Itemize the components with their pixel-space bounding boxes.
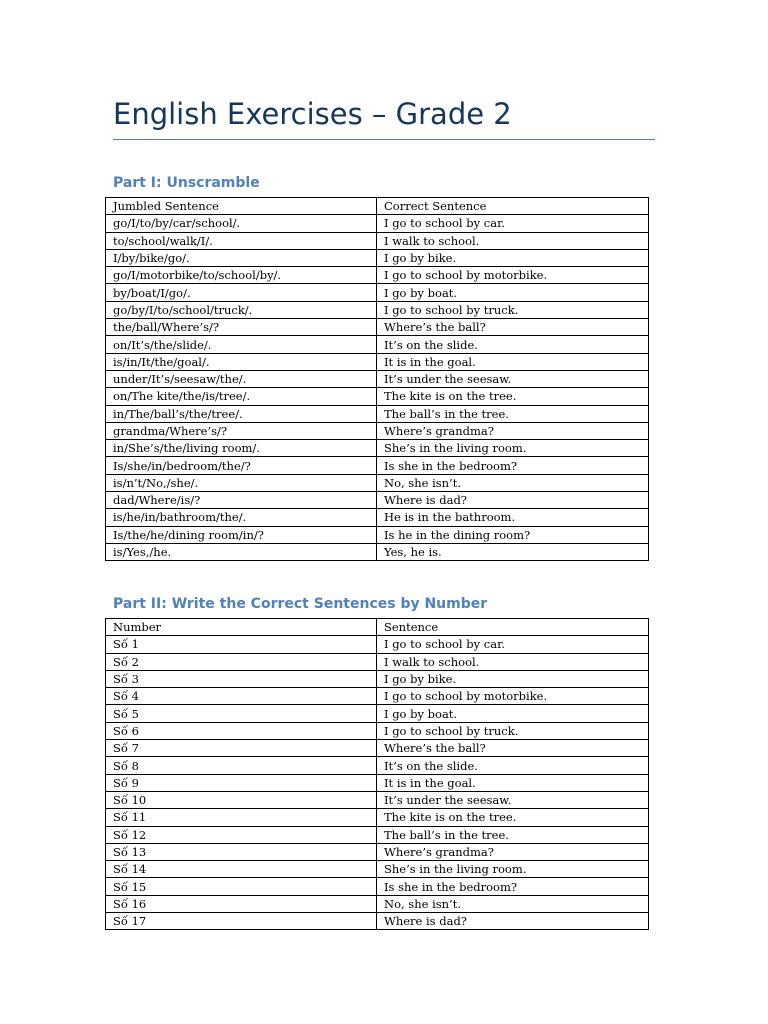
correct-sentence-cell: It’s on the slide. (377, 336, 649, 353)
table-row (106, 336, 649, 353)
jumbled-sentence-cell: go/I/motorbike/to/school/by/. (106, 267, 377, 284)
table-row (106, 509, 649, 526)
numbered-sentences-table-body (106, 619, 649, 930)
number-cell: Số 11 (106, 809, 377, 826)
number-cell: Số 17 (106, 913, 377, 930)
table-row (106, 688, 649, 705)
column-header-sentence: Sentence (377, 619, 649, 636)
sentence-cell: No, she isn’t. (377, 895, 649, 912)
table-row (106, 774, 649, 791)
sentence-cell: I go by boat. (377, 705, 649, 722)
sentence-cell: I go to school by truck. (377, 722, 649, 739)
table-row (106, 826, 649, 843)
table-row (106, 636, 649, 653)
table-row (106, 301, 649, 318)
jumbled-sentence-cell: dad/Where/is/? (106, 492, 377, 509)
jumbled-sentence-cell: Is/she/in/bedroom/the/? (106, 457, 377, 474)
correct-sentence-cell: I go by boat. (377, 284, 649, 301)
sentence-cell: I go to school by motorbike. (377, 688, 649, 705)
table-row (106, 440, 649, 457)
number-cell: Số 9 (106, 774, 377, 791)
table-row (106, 492, 649, 509)
column-header-jumbled: Jumbled Sentence (106, 198, 377, 215)
correct-sentence-cell: It is in the goal. (377, 353, 649, 370)
table-row (106, 878, 649, 895)
correct-sentence-cell: Where’s grandma? (377, 422, 649, 439)
sentence-cell: Where’s grandma? (377, 843, 649, 860)
table-row (106, 249, 649, 266)
number-cell: Số 12 (106, 826, 377, 843)
correct-sentence-cell: Where’s the ball? (377, 319, 649, 336)
correct-sentence-cell: I go to school by motorbike. (377, 267, 649, 284)
correct-sentence-cell: The ball’s in the tree. (377, 405, 649, 422)
correct-sentence-cell: No, she isn’t. (377, 474, 649, 491)
table-row (106, 232, 649, 249)
table-row (106, 895, 649, 912)
table-row (106, 319, 649, 336)
jumbled-sentence-cell: on/The kite/the/is/tree/. (106, 388, 377, 405)
table-row (106, 405, 649, 422)
number-cell: Số 4 (106, 688, 377, 705)
jumbled-sentence-cell: on/It’s/the/slide/. (106, 336, 377, 353)
table-row (106, 913, 649, 930)
table-row (106, 267, 649, 284)
correct-sentence-cell: It’s under the seesaw. (377, 370, 649, 387)
numbered-sentences-table (105, 618, 649, 930)
table-row (106, 457, 649, 474)
table-row (106, 809, 649, 826)
table-row (106, 422, 649, 439)
jumbled-sentence-cell: go/by/I/to/school/truck/. (106, 301, 377, 318)
unscramble-table (105, 197, 649, 561)
column-header-correct: Correct Sentence (377, 198, 649, 215)
number-cell: Số 14 (106, 861, 377, 878)
sentence-cell: Is she in the bedroom? (377, 878, 649, 895)
sentence-cell: She’s in the living room. (377, 861, 649, 878)
table-row (106, 791, 649, 808)
table-row (106, 543, 649, 560)
correct-sentence-cell: Yes, he is. (377, 543, 649, 560)
correct-sentence-cell: Is she in the bedroom? (377, 457, 649, 474)
jumbled-sentence-cell: is/in/It/the/goal/. (106, 353, 377, 370)
number-cell: Số 5 (106, 705, 377, 722)
jumbled-sentence-cell: grandma/Where’s/? (106, 422, 377, 439)
jumbled-sentence-cell: is/he/in/bathroom/the/. (106, 509, 377, 526)
sentence-cell: Where’s the ball? (377, 740, 649, 757)
table-header-row (106, 619, 649, 636)
number-cell: Số 1 (106, 636, 377, 653)
table-row (106, 353, 649, 370)
jumbled-sentence-cell: the/ball/Where’s/? (106, 319, 377, 336)
jumbled-sentence-cell: I/by/bike/go/. (106, 249, 377, 266)
jumbled-sentence-cell: in/The/ball’s/the/tree/. (106, 405, 377, 422)
sentence-cell: Where is dad? (377, 913, 649, 930)
correct-sentence-cell: The kite is on the tree. (377, 388, 649, 405)
table-row (106, 757, 649, 774)
table-row (106, 670, 649, 687)
number-cell: Số 10 (106, 791, 377, 808)
sentence-cell: It is in the goal. (377, 774, 649, 791)
sentence-cell: I go to school by car. (377, 636, 649, 653)
part1-heading: Part I: Unscramble (113, 175, 260, 191)
table-row (106, 526, 649, 543)
table-row (106, 215, 649, 232)
number-cell: Số 16 (106, 895, 377, 912)
number-cell: Số 6 (106, 722, 377, 739)
title-divider (113, 139, 655, 140)
number-cell: Số 7 (106, 740, 377, 757)
table-row (106, 370, 649, 387)
correct-sentence-cell: I go to school by car. (377, 215, 649, 232)
table-row (106, 705, 649, 722)
number-cell: Số 2 (106, 653, 377, 670)
number-cell: Số 8 (106, 757, 377, 774)
number-cell: Số 13 (106, 843, 377, 860)
jumbled-sentence-cell: Is/the/he/dining room/in/? (106, 526, 377, 543)
jumbled-sentence-cell: is/n’t/No,/she/. (106, 474, 377, 491)
sentence-cell: I walk to school. (377, 653, 649, 670)
correct-sentence-cell: Where is dad? (377, 492, 649, 509)
table-row (106, 740, 649, 757)
sentence-cell: I go by bike. (377, 670, 649, 687)
table-row (106, 284, 649, 301)
sentence-cell: It’s on the slide. (377, 757, 649, 774)
column-header-number: Number (106, 619, 377, 636)
correct-sentence-cell: Is he in the dining room? (377, 526, 649, 543)
unscramble-table-body (106, 198, 649, 561)
correct-sentence-cell: I go by bike. (377, 249, 649, 266)
table-row (106, 843, 649, 860)
jumbled-sentence-cell: to/school/walk/I/. (106, 232, 377, 249)
part2-heading: Part II: Write the Correct Sentences by Number (113, 596, 488, 612)
jumbled-sentence-cell: is/Yes,/he. (106, 543, 377, 560)
table-row (106, 722, 649, 739)
jumbled-sentence-cell: by/boat/I/go/. (106, 284, 377, 301)
table-row (106, 388, 649, 405)
correct-sentence-cell: I walk to school. (377, 232, 649, 249)
jumbled-sentence-cell: go/I/to/by/car/school/. (106, 215, 377, 232)
number-cell: Số 15 (106, 878, 377, 895)
table-row (106, 474, 649, 491)
sentence-cell: The ball’s in the tree. (377, 826, 649, 843)
correct-sentence-cell: He is in the bathroom. (377, 509, 649, 526)
table-row (106, 653, 649, 670)
sentence-cell: The kite is on the tree. (377, 809, 649, 826)
table-header-row (106, 198, 649, 215)
sentence-cell: It’s under the seesaw. (377, 791, 649, 808)
number-cell: Số 3 (106, 670, 377, 687)
jumbled-sentence-cell: in/She’s/the/living room/. (106, 440, 377, 457)
correct-sentence-cell: I go to school by truck. (377, 301, 649, 318)
document-title: English Exercises – Grade 2 (113, 97, 512, 131)
table-row (106, 861, 649, 878)
jumbled-sentence-cell: under/It’s/seesaw/the/. (106, 370, 377, 387)
correct-sentence-cell: She’s in the living room. (377, 440, 649, 457)
